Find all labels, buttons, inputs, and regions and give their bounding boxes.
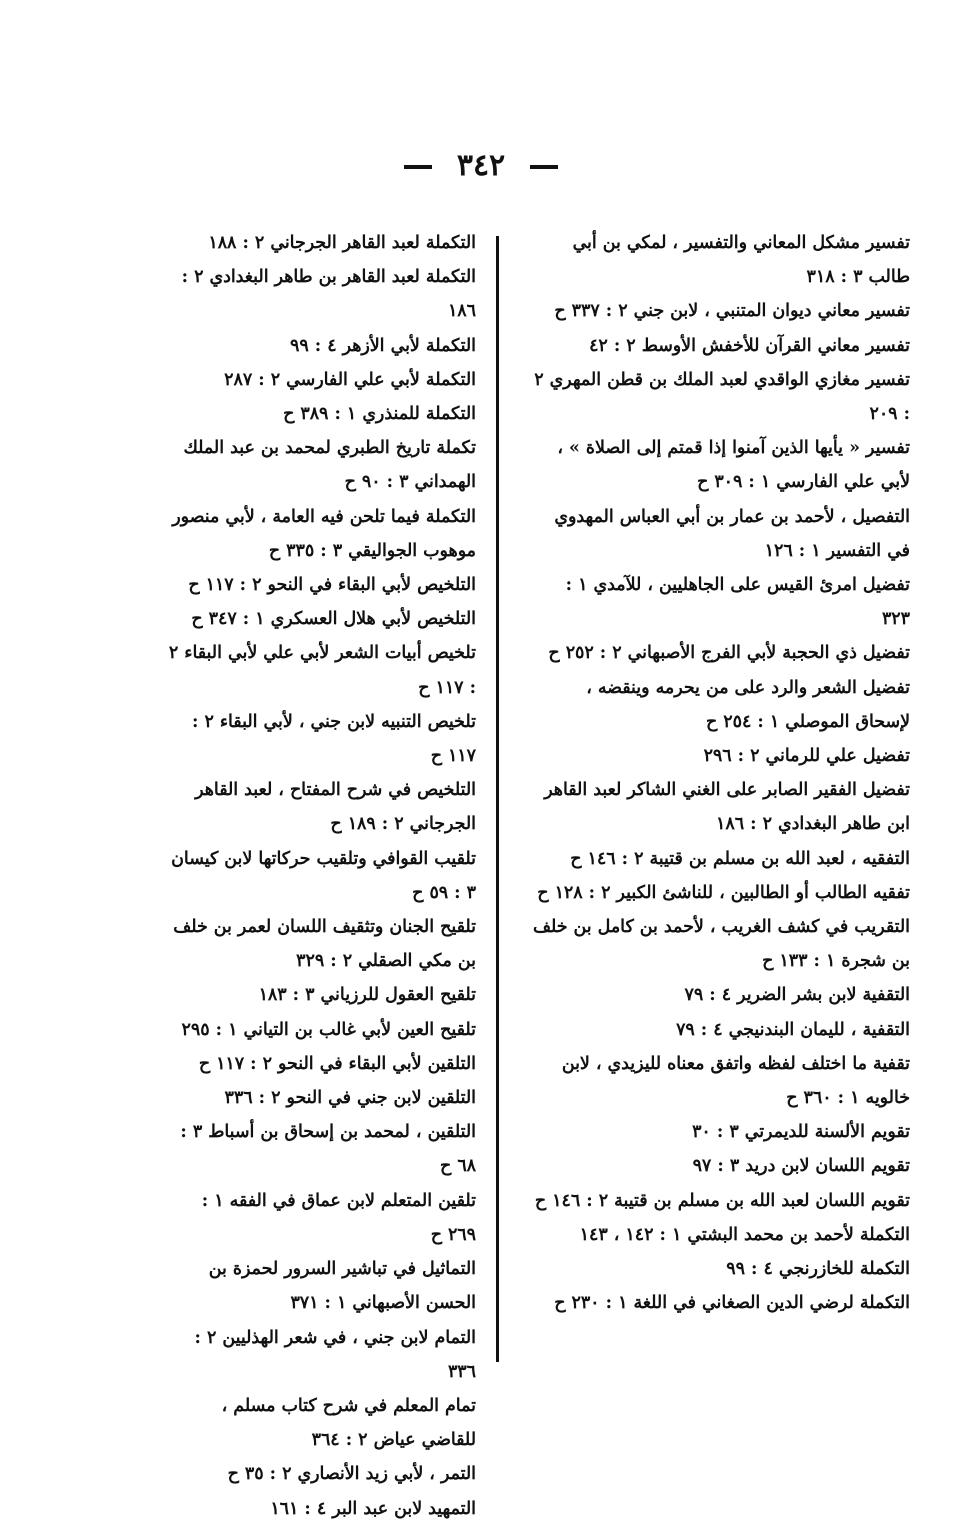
index-entry: التكملة للمنذري ١ : ٣٨٩ ح: [283, 404, 476, 425]
index-entry: التكملة لرضي الدين الصغاني في اللغة ١ : ٢٣٠ ح: [554, 1293, 910, 1314]
index-entry: تقويم الألسنة للديمرتي ٣ : ٣٠: [692, 1122, 910, 1143]
index-entry: تقويم اللسان لعبد الله بن مسلم بن قتيبة ٢ : ١٤٦ ح: [534, 1190, 910, 1211]
index-entry: تلقين المتعلم لابن عماق في الفقه ١ : ٢٦٩ ح: [201, 1190, 476, 1245]
index-entry: تلخيص أبيات الشعر لأبي علي لأبي البقاء ٢ : ١١٧ ح: [168, 643, 476, 698]
index-entry: التقريب في كشف الغريب ، لأحمد بن كامل بن خلف بن شجرة ١ : ١٣٣ ح: [532, 917, 910, 972]
index-entry: التلقين لابن جني في النحو ٢ : ٣٣٦: [224, 1088, 476, 1109]
index-entry: تفسير مغازي الواقدي لعبد الملك بن قطن المهري ٢ : ٢٠٩: [534, 369, 910, 425]
index-entry: التكملة لعبد القاهر الجرجاني ٢ : ١٨٨: [208, 233, 476, 253]
left-index-column: [168, 226, 476, 1526]
index-entry: التكملة لأبي علي الفارسي ٢ : ٢٨٧: [224, 369, 476, 390]
index-entry: التلخيص لأبي البقاء في النحو ٢ : ١١٧ ح: [188, 575, 476, 596]
index-entry: التماثيل في تباشير السرور لحمزة بن الحسن الأصبهاني ١ : ٣٧١: [208, 1259, 476, 1314]
index-entry: التكملة لأبي الأزهر ٤ : ٩٩: [289, 335, 476, 356]
index-entry: تفسير « يأيها الذين آمنوا إذا قمتم إلى الصلاة » ، لأبي علي الفارسي ١ : ٣٠٩ ح: [557, 438, 910, 493]
page-header: [0, 148, 962, 183]
index-entry: تفضيل امرئ القيس على الجاهليين ، للآمدي ١ : ٣٢٣: [565, 575, 910, 630]
index-entry: التلخيص في شرح المفتاح ، لعبد القاهر الجرجاني ٢ : ١٨٩ ح: [195, 780, 476, 835]
index-entry: تفضيل ذي الحجبة لأبي الفرج الأصبهاني ٢ : ٢٥٢ ح: [548, 643, 910, 664]
index-entry: تقفية ما اختلف لفظه واتفق معناه لليزيدي ، لابن خالويه ١ : ٣٦٠ ح: [561, 1053, 910, 1109]
index-entry: التكملة لعبد القاهر بن طاهر البغدادي ٢ : ١٨٦: [181, 267, 476, 322]
index-entry: تلخيص التنبيه لابن جني ، لأبي البقاء ٢ : ١١٧ ح: [191, 711, 476, 767]
index-entry: التقفية ، لليمان البندنيجي ٤ : ٧٩: [676, 1019, 910, 1040]
index-entry: التكملة لأحمد بن محمد البشتي ١ : ١٤٢ ، ١٤٣: [579, 1224, 910, 1245]
index-entry: التفقيه ، لعبد الله بن مسلم بن قتيبة ٢ : ١٤٦ ح: [570, 848, 910, 869]
index-entry: تكملة تاريخ الطبري لمحمد بن عبد الملك الهمداني ٣ : ٩٠ ح: [183, 438, 476, 493]
index-entry: التفصيل ، لأحمد بن عمار بن أبي العباس المهدوي في التفسير ١ : ١٢٦: [554, 506, 910, 561]
index-entry: تقويم اللسان لابن دريد ٣ : ٩٧: [692, 1156, 910, 1177]
header-dash-right: [530, 165, 558, 169]
index-entry: تفضيل علي للرماني ٢ : ٢٩٦: [703, 746, 910, 767]
index-entry: التكملة فيما تلحن فيه العامة ، لأبي منصور موهوب الجواليقي ٣ : ٣٣٥ ح: [172, 506, 476, 561]
index-entry: التمهيد لابن عبد البر ٤ : ١٦١: [270, 1498, 476, 1519]
index-entry: تلقيح الجنان وتثقيف اللسان لعمر بن خلف بن مكي الصقلي ٢ : ٣٢٩: [173, 917, 476, 972]
index-entry: التلقين لأبي البقاء في النحو ٢ : ١١٧ ح: [198, 1053, 476, 1074]
index-entry: تفضيل الشعر والرد على من يحرمه وينقضه ، لإسحاق الموصلي ١ : ٢٥٤ ح: [586, 677, 910, 732]
header-dash-left: [404, 165, 432, 169]
index-entry: التمر ، لأبي زيد الأنصاري ٢ : ٣٥ ح: [227, 1464, 476, 1485]
index-entry: تفسير معاني ديوان المتنبي ، لابن جني ٢ : ٣٣٧ ح: [554, 301, 910, 322]
index-entry: تفسير مشكل المعاني والتفسير ، لمكي بن أبي طالب ٣ : ٣١٨: [572, 233, 910, 288]
column-divider: [496, 236, 499, 1362]
index-entry: تلقيح العين لأبي غالب بن التياني ١ : ٢٩٥: [181, 1019, 476, 1040]
index-entry: تفقيه الطالب أو الطالبين ، للناشئ الكبير ٢ : ١٢٨ ح: [537, 882, 910, 903]
right-index-column: [532, 226, 910, 1321]
page-number: ٣٤٢: [456, 148, 506, 183]
index-entry: تفسير معاني القرآن للأخفش الأوسط ٢ : ٤٢: [589, 335, 910, 356]
index-entry: التقفية لابن بشر الضرير ٤ : ٧٩: [684, 985, 910, 1006]
index-entry: التكملة للخازرنجي ٤ : ٩٩: [726, 1259, 910, 1280]
index-entry: التمام لابن جني ، في شعر الهذليين ٢ : ٣٣٦: [194, 1327, 476, 1382]
index-entry: التلخيص لأبي هلال العسكري ١ : ٣٤٧ ح: [191, 609, 476, 630]
index-entry: تلقيب القوافي وتلقيب حركاتها لابن كيسان ٣ : ٥٩ ح: [171, 848, 476, 903]
index-entry: تفضيل الفقير الصابر على الغني الشاكر لعبد القاهر ابن طاهر البغدادي ٢ : ١٨٦: [544, 780, 910, 835]
index-entry: تمام المعلم في شرح كتاب مسلم ، للقاضي عياض ٢ : ٣٦٤: [221, 1395, 476, 1451]
index-entry: التلقين ، لمحمد بن إسحاق بن أسباط ٣ : ٦٨ ح: [180, 1122, 476, 1177]
index-entry: تلقيح العقول للرزياني ٣ : ١٨٣: [258, 985, 476, 1006]
